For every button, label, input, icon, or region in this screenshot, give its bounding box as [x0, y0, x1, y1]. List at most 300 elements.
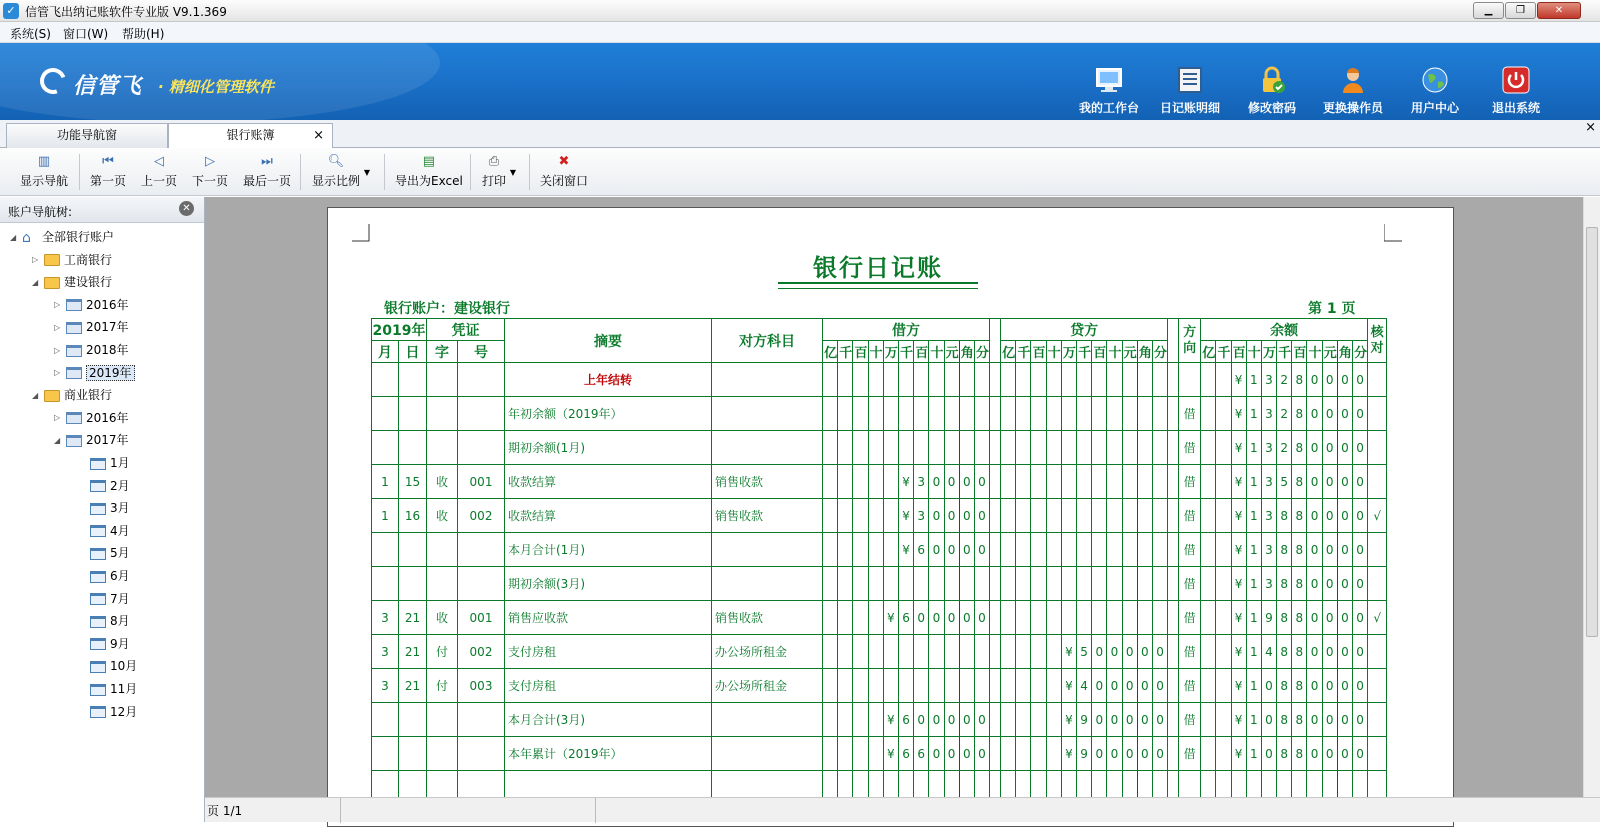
- summary-cell: 收款结算: [505, 465, 712, 499]
- tree-node[interactable]: [78, 656, 137, 676]
- debit-digit: [838, 431, 853, 465]
- tree-node[interactable]: [54, 340, 129, 360]
- next-page-button[interactable]: [192, 154, 228, 189]
- menu-help[interactable]: 帮助(H): [122, 27, 165, 41]
- close-window-tool-button[interactable]: [540, 154, 588, 189]
- credit-digit: 0: [1107, 737, 1122, 771]
- balance-digit: 8: [1292, 465, 1307, 499]
- debit-digit: [883, 635, 898, 669]
- tree-node[interactable]: [10, 227, 114, 247]
- balance-digit: ¥: [1231, 635, 1246, 669]
- credit-digit: [1137, 533, 1152, 567]
- credit-digit: [1046, 601, 1061, 635]
- credit-digit: [1001, 703, 1016, 737]
- balance-digit: 0: [1337, 499, 1352, 533]
- tab-function-navigator[interactable]: [6, 123, 168, 148]
- debit-digit: [823, 533, 838, 567]
- digit-header: 十: [929, 341, 944, 363]
- credit-digit: [1107, 397, 1122, 431]
- close-window-button[interactable]: ✕: [1537, 2, 1581, 19]
- direction-cell: 借: [1179, 669, 1201, 703]
- tree-node-label: 3月: [110, 501, 130, 516]
- balance-digit: 0: [1322, 737, 1337, 771]
- debit-digit: [838, 703, 853, 737]
- expand-toggle-icon[interactable]: ▷: [54, 300, 61, 310]
- check-cell: [1368, 703, 1387, 737]
- credit-digit: [1031, 363, 1046, 397]
- credit-digit: [1001, 397, 1016, 431]
- credit-digit: [1122, 431, 1137, 465]
- dropdown-arrow-icon[interactable]: ▼: [363, 168, 371, 177]
- balance-digit: 1: [1246, 669, 1261, 703]
- credit-digit: [1137, 499, 1152, 533]
- credit-digit: [1046, 635, 1061, 669]
- day-cell: 15: [399, 465, 427, 499]
- ledger-row: [372, 533, 1387, 567]
- check-cell: [1368, 397, 1387, 431]
- prev-page-button[interactable]: [141, 154, 177, 189]
- check-cell: [1368, 737, 1387, 771]
- tree-node[interactable]: [78, 521, 130, 541]
- balance-digit: 0: [1322, 601, 1337, 635]
- debit-digit: ¥: [883, 703, 898, 737]
- credit-digit: 0: [1137, 703, 1152, 737]
- balance-digit: 0: [1337, 737, 1352, 771]
- folder-icon: [44, 277, 60, 289]
- tree-node-label: 2017年: [86, 320, 129, 335]
- tree-node[interactable]: [78, 453, 130, 473]
- monitor-icon: [1094, 65, 1124, 95]
- counter-account-cell: [712, 567, 823, 601]
- credit-digit: [1046, 499, 1061, 533]
- balance-header: 余额: [1201, 319, 1368, 341]
- debit-digit: 0: [929, 533, 944, 567]
- credit-digit: [1107, 363, 1122, 397]
- balance-digit: [1201, 499, 1216, 533]
- button-label: 上一页: [141, 174, 178, 188]
- debit-digit: 0: [959, 703, 974, 737]
- tree-node-label: 建设银行: [64, 275, 113, 290]
- balance-digit: 8: [1277, 635, 1292, 669]
- balance-digit: [1216, 465, 1231, 499]
- voucher-header: 凭证: [427, 319, 505, 341]
- balance-digit: 0: [1353, 363, 1368, 397]
- summary-cell: 本年累计（2019年）: [505, 737, 712, 771]
- expand-toggle-icon[interactable]: ▷: [54, 368, 61, 378]
- tree-node-label: 2017年: [86, 433, 129, 448]
- debit-digit: ¥: [898, 533, 913, 567]
- credit-digit: [1016, 363, 1031, 397]
- tree-node[interactable]: [54, 363, 135, 383]
- month-header: 月: [372, 341, 399, 363]
- expand-toggle-icon[interactable]: ▷: [54, 322, 61, 332]
- debit-digit: 0: [959, 499, 974, 533]
- check-cell: [1368, 567, 1387, 601]
- credit-digit: [1107, 465, 1122, 499]
- digit-header: 千: [1016, 341, 1031, 363]
- credit-digit: [1092, 601, 1107, 635]
- tree-node[interactable]: [78, 566, 130, 586]
- credit-digit: [1122, 465, 1137, 499]
- balance-digit: 3: [1261, 567, 1276, 601]
- maximize-button[interactable]: ❐: [1505, 2, 1536, 19]
- ledger-page: [327, 207, 1454, 827]
- credit-digit: [1046, 431, 1061, 465]
- balance-digit: 8: [1292, 567, 1307, 601]
- exit-system-button[interactable]: [1476, 65, 1556, 116]
- check-cell: [1368, 533, 1387, 567]
- debit-digit: [914, 635, 929, 669]
- tool-label: 退出系统: [1491, 101, 1540, 115]
- debit-digit: [853, 669, 868, 703]
- credit-digit: [1061, 601, 1076, 635]
- debit-digit: [898, 635, 913, 669]
- power-icon: [1501, 65, 1531, 95]
- voucher-word-cell: 收: [427, 465, 458, 499]
- digit-header: 亿: [1001, 341, 1016, 363]
- logo-text: 信管飞: [73, 74, 143, 99]
- credit-digit: [1152, 465, 1167, 499]
- export-excel-button[interactable]: [395, 154, 463, 189]
- tree-node-label: 2018年: [86, 343, 129, 357]
- debit-digit: [959, 431, 974, 465]
- credit-digit: [1092, 363, 1107, 397]
- debit-digit: [944, 635, 959, 669]
- tree-node[interactable]: [78, 611, 130, 631]
- credit-digit: 0: [1152, 703, 1167, 737]
- tool-label: 修改密码: [1247, 101, 1296, 115]
- voucher-word-cell: [427, 703, 458, 737]
- debit-digit: [974, 567, 989, 601]
- expand-toggle-icon[interactable]: ▷: [54, 413, 61, 423]
- digit-header: 万: [1061, 341, 1076, 363]
- debit-digit: 0: [974, 703, 989, 737]
- digit-header: 角: [1337, 341, 1352, 363]
- direction-header: 方向: [1179, 319, 1201, 363]
- debit-digit: [838, 499, 853, 533]
- credit-digit: [1016, 431, 1031, 465]
- summary-cell: 本月合计(1月): [505, 533, 712, 567]
- expand-toggle-icon[interactable]: ◢: [32, 277, 39, 287]
- minimize-button[interactable]: ▁: [1473, 2, 1504, 19]
- debit-digit: [838, 669, 853, 703]
- print-button[interactable]: [482, 154, 517, 189]
- counter-account-cell: [712, 363, 823, 397]
- debit-digit: [898, 397, 913, 431]
- crop-mark: [1384, 224, 1402, 242]
- nav-pane-title: 账户导航树:: [8, 205, 73, 219]
- balance-digit: 8: [1277, 499, 1292, 533]
- expand-toggle-icon[interactable]: ▷: [54, 345, 61, 355]
- balance-digit: 8: [1277, 567, 1292, 601]
- balance-digit: 0: [1322, 363, 1337, 397]
- voucher-number-cell: [458, 363, 505, 397]
- direction-cell: 借: [1179, 431, 1201, 465]
- tree-node[interactable]: [78, 543, 130, 563]
- voucher-number-cell: [458, 533, 505, 567]
- balance-digit: 8: [1292, 669, 1307, 703]
- credit-digit: 0: [1152, 669, 1167, 703]
- balance-digit: 1: [1246, 601, 1261, 635]
- my-workbench-button[interactable]: [1069, 65, 1149, 116]
- credit-digit: [1061, 499, 1076, 533]
- balance-digit: 0: [1353, 499, 1368, 533]
- credit-digit: [1016, 601, 1031, 635]
- expand-toggle-icon[interactable]: ◢: [32, 390, 39, 400]
- debit-digit: [868, 499, 883, 533]
- summary-cell: 上年结转: [505, 363, 712, 397]
- digit-header: 百: [853, 341, 868, 363]
- debit-digit: [914, 669, 929, 703]
- debit-digit: [838, 363, 853, 397]
- debit-digit: 6: [898, 703, 913, 737]
- tab-close-icon[interactable]: ×: [313, 128, 324, 143]
- tree-node[interactable]: [78, 634, 130, 654]
- credit-digit: [1122, 397, 1137, 431]
- debit-digit: [944, 669, 959, 703]
- counter-account-cell: [712, 703, 823, 737]
- user-center-button[interactable]: [1395, 65, 1475, 116]
- month-cell: [372, 431, 399, 465]
- credit-digit: 5: [1077, 635, 1092, 669]
- tree-node[interactable]: [78, 679, 137, 699]
- status-bar: [205, 797, 1600, 822]
- balance-digit: [1201, 737, 1216, 771]
- debit-digit: [868, 465, 883, 499]
- summary-cell: 本月合计(3月): [505, 703, 712, 737]
- balance-digit: [1201, 567, 1216, 601]
- balance-digit: [1201, 431, 1216, 465]
- balance-digit: 8: [1292, 533, 1307, 567]
- month-cell: 3: [372, 601, 399, 635]
- tree-node-label: 2019年: [86, 365, 135, 381]
- menu-window[interactable]: 窗口(W): [63, 27, 109, 41]
- balance-digit: 0: [1337, 601, 1352, 635]
- debit-digit: [883, 465, 898, 499]
- voucher-number-cell: 001: [458, 465, 505, 499]
- digit-header: 元: [944, 341, 959, 363]
- credit-digit: [1016, 397, 1031, 431]
- nav-panel-icon: ▥: [37, 154, 51, 169]
- tree-node[interactable]: [54, 408, 129, 428]
- scroll-thumb[interactable]: [1586, 227, 1598, 637]
- debit-digit: [959, 669, 974, 703]
- digit-header: 千: [1216, 341, 1231, 363]
- check-cell: [1368, 669, 1387, 703]
- title-bar: [0, 0, 1600, 22]
- tree-node-label: 1月: [110, 456, 130, 470]
- digit-header: 万: [883, 341, 898, 363]
- debit-digit: [868, 737, 883, 771]
- balance-digit: 0: [1307, 431, 1322, 465]
- credit-digit: 0: [1137, 669, 1152, 703]
- credit-digit: 0: [1107, 635, 1122, 669]
- debit-digit: [823, 567, 838, 601]
- balance-digit: ¥: [1231, 567, 1246, 601]
- close-nav-pane-icon[interactable]: ✕: [179, 201, 194, 216]
- balance-digit: 3: [1261, 363, 1276, 397]
- balance-digit: 0: [1353, 635, 1368, 669]
- credit-digit: [1061, 431, 1076, 465]
- debit-digit: [944, 567, 959, 601]
- balance-digit: 4: [1261, 635, 1276, 669]
- debit-digit: [974, 431, 989, 465]
- balance-digit: [1216, 601, 1231, 635]
- credit-digit: [1046, 465, 1061, 499]
- journal-detail-button[interactable]: [1150, 65, 1230, 116]
- expand-toggle-icon[interactable]: ◢: [10, 232, 17, 242]
- close-all-tabs-icon[interactable]: ×: [1585, 120, 1596, 135]
- credit-digit: 0: [1152, 635, 1167, 669]
- credit-digit: [1092, 465, 1107, 499]
- credit-digit: [1001, 499, 1016, 533]
- credit-digit: [1137, 601, 1152, 635]
- debit-digit: [838, 567, 853, 601]
- day-header: 日: [399, 341, 427, 363]
- tree-node[interactable]: [78, 589, 130, 609]
- month-cell: 3: [372, 635, 399, 669]
- debit-digit: [838, 737, 853, 771]
- dropdown-arrow-icon[interactable]: ▼: [509, 168, 517, 177]
- tree-node[interactable]: [32, 272, 112, 292]
- magnifier-icon: 🔍︎: [327, 154, 345, 169]
- logo-slogan: · 精细化管理软件: [158, 78, 274, 96]
- debit-digit: 0: [944, 499, 959, 533]
- balance-digit: 8: [1292, 703, 1307, 737]
- debit-digit: [959, 397, 974, 431]
- digit-header: 十: [1246, 341, 1261, 363]
- debit-digit: [853, 737, 868, 771]
- first-page-button[interactable]: [90, 154, 126, 189]
- change-password-button[interactable]: [1232, 65, 1312, 116]
- balance-digit: 0: [1307, 567, 1322, 601]
- tree-node[interactable]: [78, 498, 130, 518]
- credit-digit: [1152, 601, 1167, 635]
- voucher-number-cell: [458, 737, 505, 771]
- debit-digit: ¥: [883, 737, 898, 771]
- credit-digit: [1077, 465, 1092, 499]
- credit-digit: [1077, 499, 1092, 533]
- balance-digit: 8: [1277, 737, 1292, 771]
- balance-digit: 8: [1277, 703, 1292, 737]
- tree-node[interactable]: [32, 250, 112, 270]
- debit-digit: 6: [914, 737, 929, 771]
- next-page-icon: ▷: [205, 154, 215, 169]
- voucher-word-cell: [427, 533, 458, 567]
- tree-node[interactable]: [54, 317, 129, 337]
- credit-digit: [1152, 397, 1167, 431]
- switch-operator-button[interactable]: [1313, 65, 1393, 116]
- menu-system[interactable]: 系统(S): [10, 27, 51, 41]
- direction-cell: 借: [1179, 737, 1201, 771]
- tab-bank-ledger[interactable]: [168, 123, 333, 149]
- counter-account-header: 对方科目: [712, 319, 823, 363]
- month-icon: [90, 638, 106, 650]
- balance-digit: [1216, 669, 1231, 703]
- debit-digit: 0: [974, 465, 989, 499]
- debit-digit: [898, 669, 913, 703]
- digit-header: 角: [959, 341, 974, 363]
- show-nav-button[interactable]: [20, 154, 68, 189]
- voucher-word-cell: 付: [427, 669, 458, 703]
- debit-digit: [959, 567, 974, 601]
- tree-node[interactable]: [78, 702, 137, 722]
- summary-cell: 期初余额(3月): [505, 567, 712, 601]
- month-cell: [372, 533, 399, 567]
- ledger-row: [372, 397, 1387, 431]
- credit-digit: [1092, 499, 1107, 533]
- tree-node[interactable]: [78, 476, 130, 496]
- ledger-row: [372, 465, 1387, 499]
- counter-account-cell: 销售收款: [712, 601, 823, 635]
- credit-digit: [1016, 703, 1031, 737]
- balance-digit: 0: [1353, 465, 1368, 499]
- balance-digit: 1: [1246, 499, 1261, 533]
- ledger-row: [372, 601, 1387, 635]
- credit-digit: [1092, 533, 1107, 567]
- credit-digit: 0: [1137, 737, 1152, 771]
- tree-node[interactable]: [32, 385, 112, 405]
- debit-digit: [853, 703, 868, 737]
- day-cell: [399, 567, 427, 601]
- balance-digit: [1216, 635, 1231, 669]
- credit-digit: [1137, 397, 1152, 431]
- credit-digit: 0: [1137, 635, 1152, 669]
- expand-toggle-icon[interactable]: ▷: [32, 255, 39, 265]
- voucher-number-cell: 002: [458, 499, 505, 533]
- tree-node[interactable]: [54, 295, 129, 315]
- debit-digit: [838, 465, 853, 499]
- summary-cell: 支付房租: [505, 635, 712, 669]
- credit-digit: [1122, 533, 1137, 567]
- expand-toggle-icon[interactable]: ◢: [54, 435, 61, 445]
- balance-digit: 1: [1246, 533, 1261, 567]
- balance-digit: 8: [1292, 737, 1307, 771]
- vertical-scrollbar[interactable]: [1583, 197, 1600, 801]
- credit-digit: [1016, 465, 1031, 499]
- tree-node-label: 8月: [110, 614, 130, 629]
- zoom-button[interactable]: [312, 154, 371, 189]
- debit-digit: 6: [898, 737, 913, 771]
- month-icon: [90, 661, 106, 673]
- balance-digit: [1216, 431, 1231, 465]
- month-icon: [90, 593, 106, 605]
- balance-digit: [1216, 533, 1231, 567]
- balance-digit: 0: [1322, 397, 1337, 431]
- balance-digit: 0: [1353, 703, 1368, 737]
- balance-digit: 1: [1246, 635, 1261, 669]
- credit-digit: [1001, 567, 1016, 601]
- counter-account-cell: [712, 737, 823, 771]
- balance-digit: ¥: [1231, 737, 1246, 771]
- day-cell: [399, 703, 427, 737]
- voucher-number-cell: 002: [458, 635, 505, 669]
- debit-digit: [838, 397, 853, 431]
- tree-node[interactable]: [54, 430, 129, 450]
- debit-digit: ¥: [883, 601, 898, 635]
- month-cell: 1: [372, 499, 399, 533]
- month-cell: [372, 567, 399, 601]
- credit-digit: [1031, 669, 1046, 703]
- close-red-icon: ✖: [558, 154, 570, 169]
- tree-node-label: 2月: [110, 478, 130, 493]
- ledger-table: [371, 318, 1387, 805]
- credit-digit: [1031, 737, 1046, 771]
- day-cell: [399, 397, 427, 431]
- digit-header: 分: [974, 341, 989, 363]
- debit-digit: 0: [944, 533, 959, 567]
- last-page-button[interactable]: [243, 154, 291, 189]
